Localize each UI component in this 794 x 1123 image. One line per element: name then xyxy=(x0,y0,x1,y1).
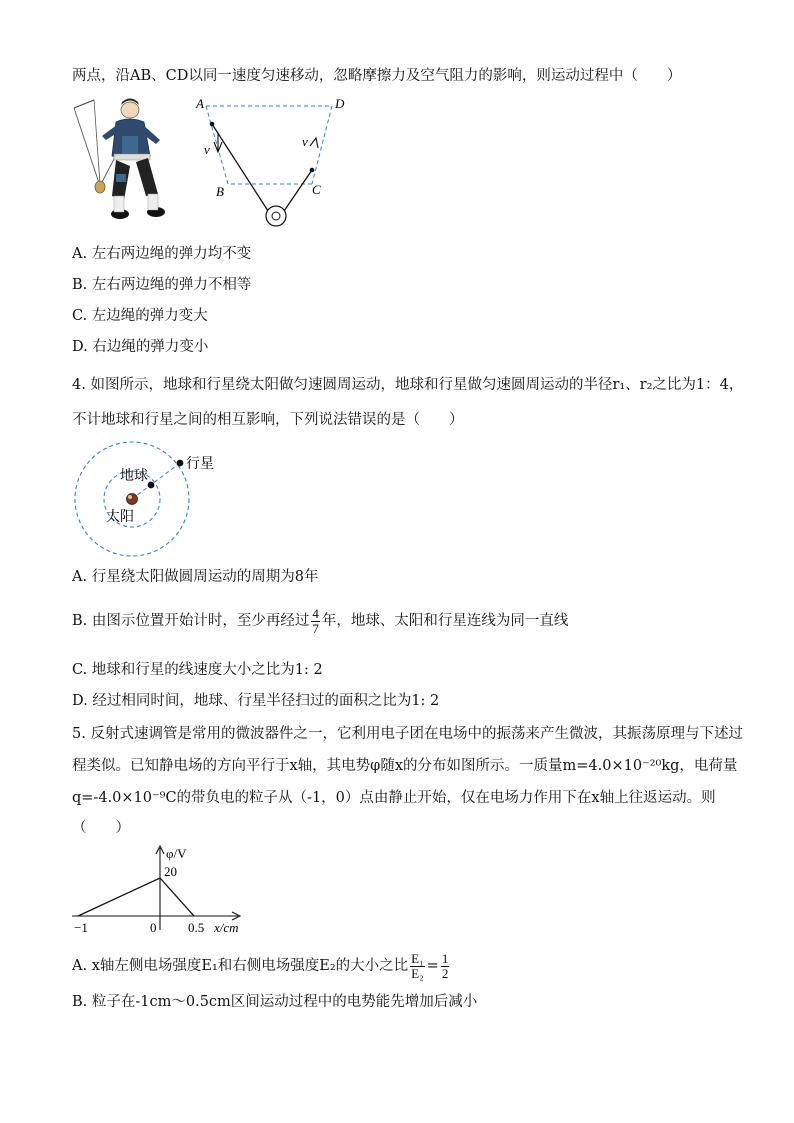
orbit-diagram xyxy=(70,438,230,560)
q4-stem-line2: 不计地球和行星之间的相互影响，下列说法错误的是（ ） xyxy=(72,412,464,428)
q3-option-a: A. 左右两边绳的弹力均不变 xyxy=(72,246,252,262)
potential-graph xyxy=(70,842,260,938)
q4-option-d: D. 经过相同时间，地球、行星半径扫过的面积之比为1: 2 xyxy=(72,693,440,709)
y-axis-label: φ/V xyxy=(166,846,187,861)
point-left xyxy=(210,122,215,127)
tick-minus-one: −1 xyxy=(74,920,88,935)
q4-option-a: A. 行星绕太阳做圆周运动的周期为8年 xyxy=(72,569,319,585)
q5-option-a-value xyxy=(441,952,450,981)
arrow-up xyxy=(310,138,318,148)
label-earth: 地球 xyxy=(120,469,148,484)
sun-dot xyxy=(127,494,138,505)
label-v-left: v xyxy=(204,142,210,157)
abcd-rope-diagram xyxy=(192,90,352,232)
label-sun: 太阳 xyxy=(106,510,134,525)
q4-option-b-post: 年，地球、太阳和行星连线为同一直线 xyxy=(321,613,569,629)
point-right xyxy=(310,168,315,173)
q5-stem-line3: q=-4.0×10⁻⁹C的带负电的粒子从（-1，0）点由静止开始，仅在电场力作用下在x轴上往返运动。则 xyxy=(72,790,716,806)
potential-curve xyxy=(78,878,194,916)
label-b: B xyxy=(216,184,224,199)
q5-option-b: B. 粒子在-1cm～0.5cm区间运动过程中的电势能先增加后减小 xyxy=(72,994,478,1010)
q5-stem-line4: （ ） xyxy=(72,820,130,836)
value-denominator: 2 xyxy=(441,965,449,981)
diabolo-player-figure xyxy=(72,96,192,226)
value-numerator: 1 xyxy=(441,950,449,966)
q3-option-c: C. 左边绳的弹力变大 xyxy=(72,308,208,324)
q5-stem-line2: 程类似。已知静电场的方向平行于x轴，其电势φ随x的分布如图所示。一质量m=4.0×10⁻²⁰kg，电荷量 xyxy=(72,758,738,774)
tick-half: 0.5 xyxy=(188,920,205,935)
fraction-numerator: 4 xyxy=(312,605,319,621)
earth-dot xyxy=(148,482,155,489)
peak-label: 20 xyxy=(164,864,177,879)
planet-dot xyxy=(177,460,184,467)
ratio-denominator: E₂ xyxy=(411,965,424,981)
q4-option-c: C. 地球和行星的线速度大小之比为1: 2 xyxy=(72,662,323,678)
q5-option-a xyxy=(72,949,451,983)
x-axis-label: x/cm xyxy=(214,920,239,935)
q4-option-b-pre: B. 由图示位置开始计时，至少再经过 xyxy=(72,613,310,629)
label-planet: 行星 xyxy=(186,457,214,472)
rope-right xyxy=(282,170,312,214)
pulley-axle xyxy=(272,212,280,220)
ratio-numerator: E₁ xyxy=(411,950,424,966)
q3-option-d: D. 右边绳的弹力变小 xyxy=(72,339,209,355)
q4-option-b-fraction xyxy=(311,607,320,636)
q5-stem-line1: 5. 反射式速调管是常用的微波器件之一，它利用电子团在电场中的振荡来产生微波，其振荡原理与下述过 xyxy=(72,726,743,742)
equals-sign: = xyxy=(426,958,439,974)
label-d: D xyxy=(335,96,345,111)
label-c: C xyxy=(312,182,321,197)
label-v-right: v xyxy=(302,134,308,149)
q4-stem-line1: 4. 如图所示，地球和行星绕太阳做匀速圆周运动，地球和行星做匀速圆周运动的半径r₁、r₂之比为1：4， xyxy=(72,377,744,393)
q3-stem: 两点，沿AB、CD以同一速度匀速移动，忽略摩擦力及空气阻力的影响，则运动过程中（ ） xyxy=(72,68,682,84)
label-a: A xyxy=(196,96,204,111)
q5-option-a-pre: A. x轴左侧电场强度E₁和右侧电场强度E₂的大小之比 xyxy=(72,958,409,974)
q4-option-b xyxy=(72,604,568,638)
rope-left xyxy=(212,124,270,214)
q3-option-b: B. 左右两边绳的弹力不相等 xyxy=(72,277,252,293)
line-dc xyxy=(312,106,332,184)
tick-zero: 0 xyxy=(150,920,157,935)
fraction-denominator: 7 xyxy=(312,620,319,636)
q5-option-a-field-ratio xyxy=(410,952,424,981)
